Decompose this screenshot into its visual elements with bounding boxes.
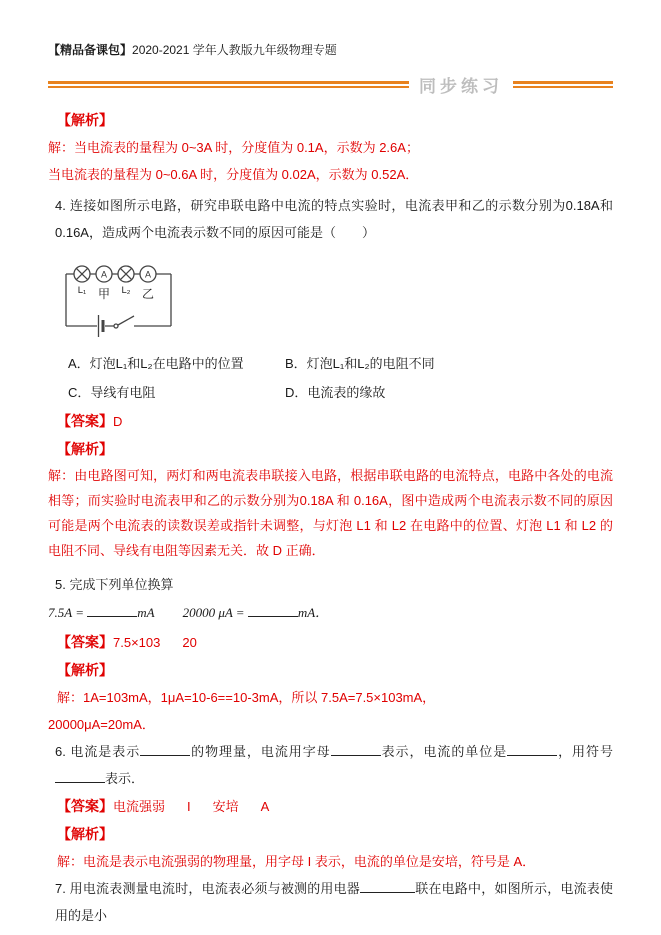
question-4-stem: 4. 连接如图所示电路，研究串联电路中电流的特点实验时，电流表甲和乙的示数分别为0.18A和0.16A，造成两个电流表示数不同的原因可能是（ ） [55, 198, 613, 240]
q6-part-0: 6. 电流是表示 [55, 744, 141, 759]
analysis-heading-q6: 【解析】 [57, 826, 113, 842]
analysis-text-q3-line2: 当电流表的量程为 0~0.6A 时，分度值为 0.02A，示数为 0.52A． [48, 167, 419, 182]
equation-1-unit: mA [137, 605, 155, 620]
switch-icon [114, 316, 134, 328]
option-c: C．导线有电阻 [68, 385, 156, 400]
header-course-title: 2020-2021 学年人教版九年级物理专题 [132, 43, 337, 57]
header-brand: 【精品备课包】 [48, 43, 133, 57]
question-5-title: 5. 完成下列单位换算 [55, 577, 174, 592]
ammeter2-label: 乙 [141, 287, 155, 301]
circuit-figure [56, 262, 613, 345]
banner-rule-right [513, 81, 613, 88]
q6-part-4: 表示． [105, 771, 145, 786]
equation-2-unit: mA． [297, 605, 329, 620]
analysis-text-q3-line1: 解：当电流表的量程为 0~3A 时，分度值为 0.1A，示数为 2.6A； [48, 140, 419, 155]
analysis-heading-q5: 【解析】 [57, 662, 113, 678]
answer-heading-q6: 【答案】 [57, 798, 113, 814]
ammeter-symbol: A [100, 269, 108, 280]
answer-value-q5-2: 20 [182, 635, 197, 650]
battery-icon [99, 315, 104, 337]
q6-part-2: 表示，电流的单位是 [380, 744, 508, 759]
question-5-equations [48, 598, 613, 628]
ammeter1-label: 甲 [97, 287, 111, 301]
question-7-stem [48, 875, 613, 929]
answer-value-q6-4: A [260, 799, 270, 814]
answer-value-q4: D [113, 414, 123, 429]
option-b: B．灯泡L₁和L₂的电阻不同 [285, 356, 435, 371]
fill-in-blank [507, 755, 557, 756]
answer-heading-q4: 【答案】 [57, 413, 113, 429]
lamp1-label: L₁ [77, 285, 87, 296]
section-banner [48, 72, 613, 97]
lamp-icon [118, 266, 134, 282]
question-4-options [48, 349, 613, 407]
equation-2-left: 20000 μA = [182, 605, 248, 620]
lamp2-label: L₂ [121, 285, 131, 296]
q6-part-1: 的物理量，电流用字母 [190, 744, 331, 759]
q7-part-1: 联在电路中，如图所示，电流表使用的是小 [55, 881, 613, 923]
analysis-text-q4: 解：由电路图可知，两灯和两电流表串联接入电路，根据串联电路的电流特点，电路中各处的电流相等；而实验时电流表甲和乙的示数分别为0.18A 和 0.16A，图中造成两个电流表示数不同的原因可能是两个电流表的读数误差或指针未调整，与灯泡 L1 和 L2 在电路中的位置、灯泡 L1 和 L2 的电阻不同、导线有电阻等因素无关．故 D 正确． [48, 468, 613, 558]
question-6-stem [48, 738, 613, 792]
banner-label: 同步练习 [419, 77, 503, 96]
equation-1-left: 7.5A = [48, 605, 88, 620]
fill-in-blank [140, 755, 190, 756]
analysis-heading-q4: 【解析】 [57, 441, 113, 457]
q6-part-3: ，用符号 [557, 744, 613, 759]
answer-value-q6-1: 电流强弱 [113, 799, 166, 814]
circuit-diagram-svg [56, 262, 231, 340]
answer-value-q6-2: I [187, 799, 191, 814]
option-a: A．灯泡L₁和L₂在电路中的位置 [68, 356, 244, 371]
fill-in-blank [331, 755, 381, 756]
option-d: D．电流表的缘故 [285, 385, 386, 400]
fill-in-blank [248, 616, 298, 617]
answer-value-q5-1: 7.5×103 [113, 635, 161, 650]
analysis-text-q5-line2: 20000μA=20mA． [48, 717, 155, 732]
analysis-text-q6: 解：电流是表示电流强弱的物理量，用字母 I 表示，电流的单位是安培，符号是 A． [57, 854, 536, 869]
document-header [48, 42, 613, 58]
analysis-heading-q3: 【解析】 [57, 112, 113, 128]
analysis-text-q5-line1: 解：1A=103mA，1μA=10-6==10-3mA，所以 7.5A=7.5×103mA， [57, 690, 436, 705]
banner-rule-left [48, 81, 409, 88]
answer-line-q5 [48, 628, 613, 657]
ammeter-symbol: A [144, 269, 152, 280]
answer-line-q6 [48, 792, 613, 821]
fill-in-blank [360, 892, 415, 893]
fill-in-blank [55, 782, 105, 783]
answer-value-q6-3: 安培 [212, 799, 239, 814]
q7-part-0: 7. 用电流表测量电流时，电流表必须与被测的用电器 [55, 881, 361, 896]
answer-heading-q5: 【答案】 [57, 634, 113, 650]
lamp-icon [74, 266, 90, 282]
answer-line-q4 [48, 407, 613, 436]
fill-in-blank [87, 616, 137, 617]
